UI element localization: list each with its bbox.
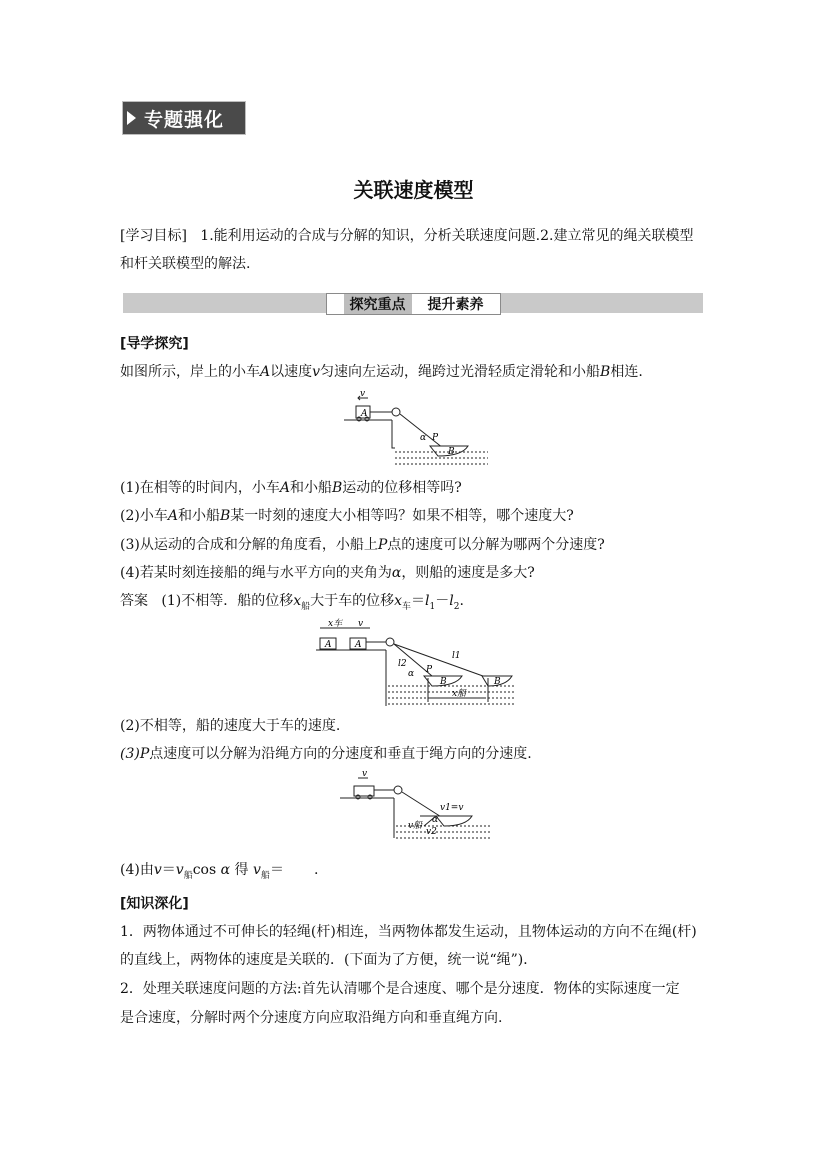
guide-header: [导学探究] — [120, 336, 189, 352]
fig1-label-alpha: α — [420, 433, 427, 443]
section-banner — [122, 101, 246, 135]
answer-4: (4)由$v=v_船\cos$ α 得 $v_船=$ . — [120, 862, 319, 881]
fig1-label-A: A — [361, 409, 368, 419]
fig1-label-v: v — [360, 390, 366, 399]
page-title: 关联速度模型 — [353, 178, 474, 202]
objectives-line1: [学习目标] 1.能利用运动的合成与分解的知识，分析关联速度问题.2.建立常见的绳关联模型 — [120, 228, 694, 244]
question-3: (3)从运动的合成和分解的角度看，小船上P点的速度可以分解为哪两个分速度? — [120, 537, 605, 553]
fig2-label-A2: A — [355, 640, 362, 650]
fig2-label-alpha: α — [408, 669, 415, 679]
fig3-label-v2: v2 — [426, 827, 437, 837]
fig2-label-B1: B — [440, 677, 447, 687]
fig2-label-v: v — [358, 619, 364, 629]
banner-label: 专题强化 — [144, 108, 225, 131]
fig2-label-A1: A — [325, 640, 332, 650]
fig2-label-xb: x船 — [452, 689, 467, 699]
fig1-label-B: B — [448, 447, 455, 457]
figure-rope-boat-1 — [340, 390, 490, 472]
knowledge-2b: 是合速度，分解时两个分速度方向应取沿绳方向和垂直绳方向. — [120, 1010, 503, 1026]
answer-2: (2)不相等，船的速度大于车的速度. — [120, 718, 341, 734]
knowledge-1b: 的直线上，两物体的速度是关联的．(下面为了方便，统一说“绳”)． — [120, 952, 538, 968]
answer-3: (3)P点速度可以分解为沿绳方向的分速度和垂直于绳方向的分速度. — [120, 746, 532, 762]
knowledge-2a: 2．处理关联速度问题的方法:首先认清哪个是合速度、哪个是分速度．物体的实际速度一定 — [120, 981, 680, 997]
triangle-icon — [127, 111, 136, 125]
question-4: (4)若某时刻连接船的绳与水平方向的夹角为α，则船的速度是多大? — [120, 565, 535, 581]
fig2-label-l2: l2 — [398, 659, 407, 669]
answer-1: 答案 (1)不相等．船的位移$x_船$大于车的位移$x_车=l_1-l_2$. — [120, 593, 464, 612]
objectives-line2: 和杆关联模型的解法. — [120, 256, 251, 272]
figure-velocity-decomposition — [336, 770, 494, 842]
fig3-label-alpha: α — [432, 815, 439, 825]
figure-rope-boat-2 — [312, 618, 517, 710]
fig2-label-P: P — [426, 665, 433, 675]
question-2: (2)小车A和小船B某一时刻的速度大小相等吗？如果不相等，哪个速度大? — [120, 508, 574, 524]
section-heading: 探究重点 提升素养 — [326, 293, 501, 315]
knowledge-1a: 1．两物体通过不可伸长的轻绳(杆)相连，当两物体都发生运动，且物体运动的方向不在绳(杆) — [120, 924, 697, 940]
fig3-label-vb: v船 — [408, 821, 423, 831]
fig3-label-v: v — [362, 770, 368, 779]
knowledge-header: [知识深化] — [120, 896, 189, 912]
fig2-label-l1: l1 — [452, 651, 461, 661]
question-1: (1)在相等的时间内，小车A和小船B运动的位移相等吗? — [120, 480, 462, 496]
fig2-label-xc: x车 — [328, 619, 343, 629]
fig2-label-B2: B — [494, 677, 501, 687]
fig1-label-P: P — [432, 433, 439, 443]
guide-intro: 如图所示，岸上的小车A以速度v匀速向左运动，绳跨过光滑轻质定滑轮和小船B相连. — [120, 364, 643, 380]
fig3-label-v1: v1=v — [440, 803, 464, 813]
